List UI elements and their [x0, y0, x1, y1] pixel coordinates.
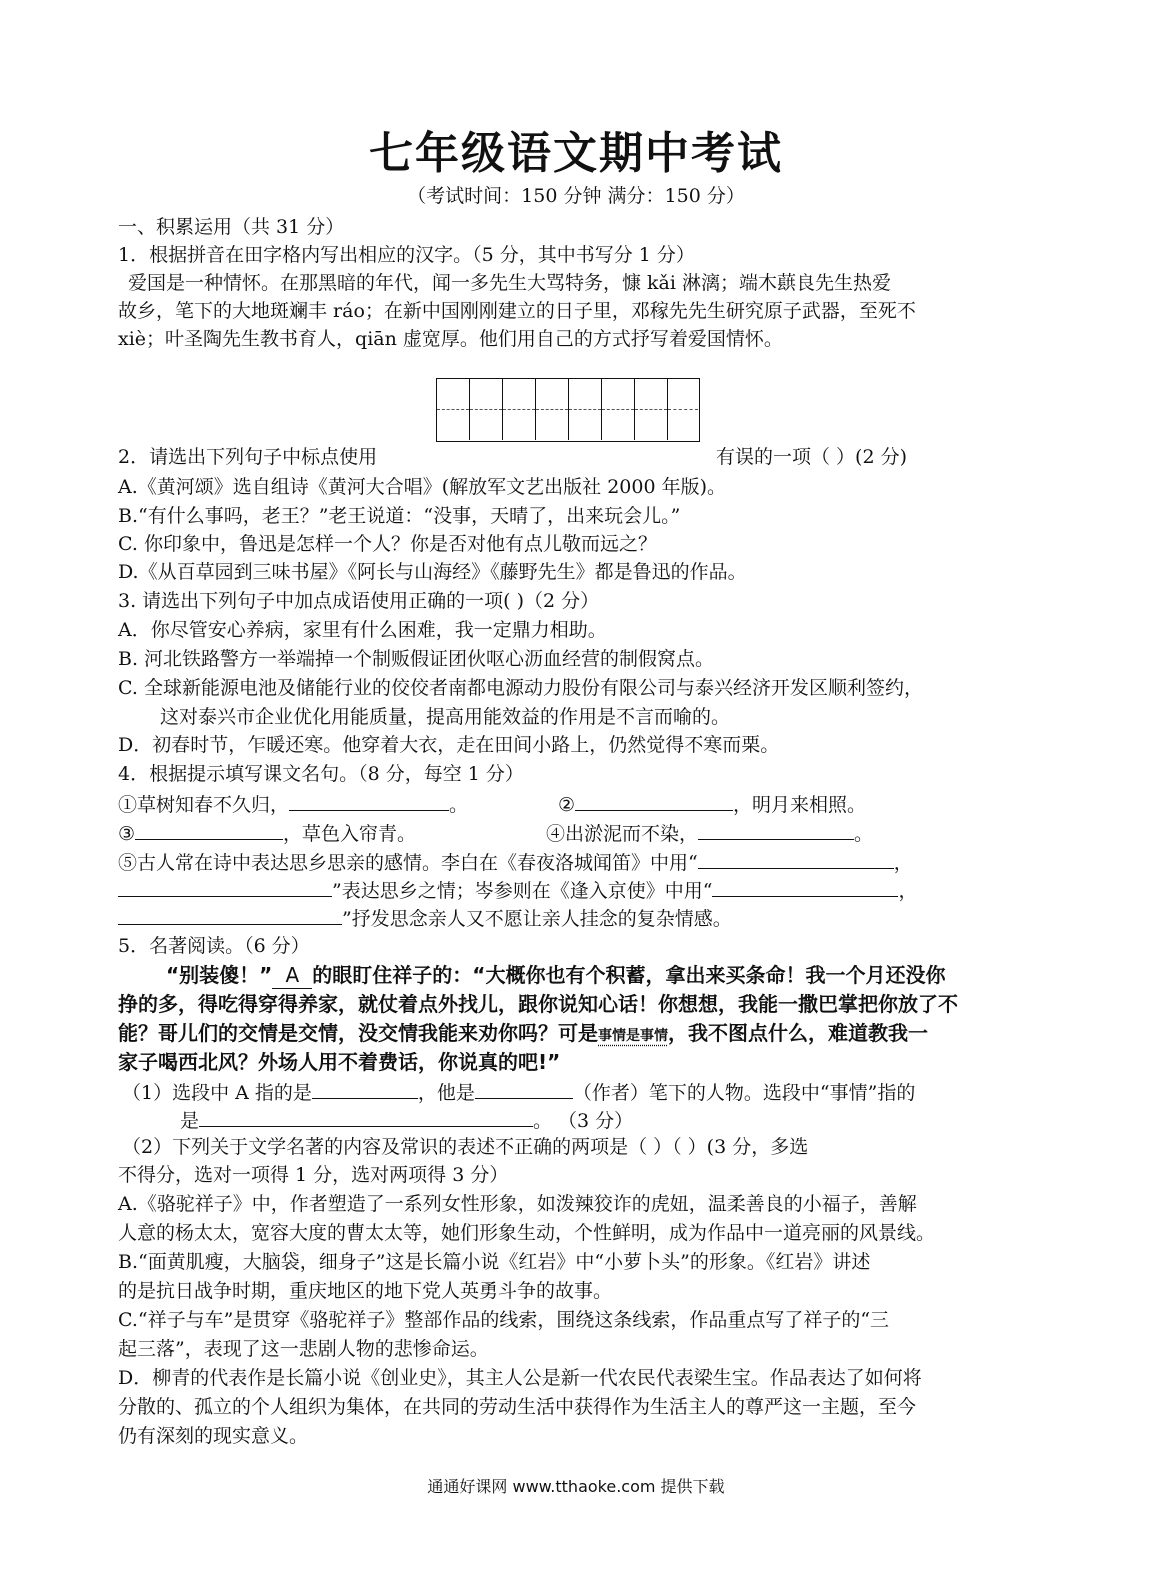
- grid-cell[interactable]: [602, 379, 635, 440]
- q5-stem: 5．名著阅读。（6 分）: [118, 935, 310, 957]
- q2-option-c: C. 你印象中，鲁迅是怎样一个人？你是否对他有点儿敬而远之？: [118, 533, 657, 555]
- q5-option-c: C.“祥子与车”是贯穿《骆驼祥子》整部作品的线索，围绕这条线索，作品重点写了祥子的“三: [118, 1309, 890, 1331]
- q3-option-c: C. 全球新能源电池及储能行业的佼佼者南都电源动力股份有限公司与泰兴经济开发区顺利签约，: [118, 677, 923, 699]
- answer-blank[interactable]: [118, 904, 342, 925]
- answer-blank[interactable]: [135, 819, 283, 840]
- q4-item-5-cont: ”表达思乡之情；岑参则在《逢入京使》中用“ ，: [118, 876, 917, 904]
- q5-option-d-end: 仍有深刻的现实意义。: [118, 1425, 309, 1447]
- q5-excerpt-line: 家子喝西北风？外场人用不着费话，你说真的吧!”: [118, 1050, 561, 1074]
- q5-sub2-cont: 不得分，选对一项得 1 分，选对两项得 3 分）: [118, 1164, 509, 1186]
- grid-cell[interactable]: [437, 379, 470, 440]
- q4-item-2: ② ，明月来相照。: [558, 790, 866, 818]
- answer-blank[interactable]: [475, 1078, 573, 1099]
- answer-blank[interactable]: [118, 876, 332, 897]
- grid-cell[interactable]: [668, 379, 698, 440]
- q5-excerpt-line: 能？哥儿们的交情是交情，没交情我能来劝你吗？可是事情是事情，我不图点什么，难道教我一: [118, 1021, 928, 1045]
- q5-sub1: （1）选段中 A 指的是 ，他是 （作者）笔下的人物。选段中“事情”指的: [122, 1078, 915, 1106]
- section-heading: 一、积累运用（共 31 分）: [118, 216, 345, 238]
- q1-paragraph-line: xiè；叶圣陶先生教书育人，qiān 虚宽厚。他们用自己的方式抒写着爱国情怀。: [118, 328, 783, 350]
- q3-option-d: D．初春时节，乍暖还寒。他穿着大衣，走在田间小路上，仍然觉得不寒而栗。: [118, 734, 780, 756]
- answer-blank[interactable]: [698, 819, 854, 840]
- q5-excerpt-line: 挣的多，得吃得穿得养家，就仗着点外找儿，跟你说知心话！你想想，我能一撒巴掌把你放了不: [118, 992, 958, 1016]
- grid-cell[interactable]: [569, 379, 602, 440]
- q5-option-b-cont: 的是抗日战争时期，重庆地区的地下党人英勇斗争的故事。: [118, 1280, 613, 1302]
- marker-a: A: [272, 962, 312, 989]
- q4-item-4: ④出淤泥而不染， 。: [546, 819, 873, 847]
- answer-blank[interactable]: [199, 1106, 533, 1127]
- grid-cell[interactable]: [470, 379, 503, 440]
- q4-item-5: ⑤古人常在诗中表达思乡思亲的感情。李白在《春夜洛城闻笛》中用“ ，: [118, 848, 913, 876]
- q5-option-d: D．柳青的代表作是长篇小说《创业史》，其主人公是新一代农民代表梁生宝。作品表达了如何将: [118, 1367, 922, 1389]
- q4-item-1: ①草树知春不久归， 。: [118, 790, 468, 818]
- q5-excerpt-line: “别装傻！” A 的眼盯住祥子的：“大概你也有个积蓄，拿出来买条命！我一个月还没你: [166, 963, 946, 987]
- dotted-phrase: 事情是事情: [598, 1028, 668, 1044]
- exam-title: 七年级语文期中考试: [369, 128, 783, 179]
- q5-option-b: B.“面黄肌瘦，大脑袋，细身子”这是长篇小说《红岩》中“小萝卜头”的形象。《红岩》讲述: [118, 1251, 871, 1273]
- grid-cell[interactable]: [635, 379, 668, 440]
- q5-option-a: A.《骆驼祥子》中，作者塑造了一系列女性形象，如泼辣狡诈的虎妞，温柔善良的小福子，善解: [118, 1193, 917, 1215]
- q4-item-3: ③ ，草色入帘青。: [118, 819, 416, 847]
- q2-stem-right: 有误的一项（ ）(2 分): [716, 446, 907, 468]
- q2-option-d: D.《从百草园到三味书屋》《阿长与山海经》《藤野先生》都是鲁迅的作品。: [118, 561, 747, 583]
- grid-cell[interactable]: [503, 379, 536, 440]
- q2-option-a: A.《黄河颂》选自组诗《黄河大合唱》(解放军文艺出版社 2000 年版)。: [118, 476, 727, 498]
- tianzige-grid[interactable]: [436, 378, 700, 442]
- q3-stem: 3. 请选出下列句子中加点成语使用正确的一项( )（2 分）: [118, 590, 600, 612]
- q2-option-b: B.“有什么事吗，老王？”老王说道：“没事，天晴了，出来玩会儿。”: [118, 505, 681, 527]
- q1-stem: 1．根据拼音在田字格内写出相应的汉字。（5 分，其中书写分 1 分）: [118, 244, 695, 266]
- q5-option-c-cont: 起三落”，表现了这一悲剧人物的悲惨命运。: [118, 1338, 489, 1360]
- q3-option-a: A．你尽管安心养病，家里有什么困难，我一定鼎力相助。: [118, 619, 607, 641]
- answer-blank[interactable]: [289, 790, 449, 811]
- answer-blank[interactable]: [312, 1078, 418, 1099]
- q5-sub2: （2）下列关于文学名著的内容及常识的表述不正确的两项是（ ）（ ）(3 分，多选: [122, 1136, 809, 1158]
- exam-subtitle: （考试时间：150 分钟 满分：150 分）: [407, 185, 745, 207]
- q2-stem-left: 2．请选出下列句子中标点使用: [118, 446, 378, 468]
- page-footer: 通通好课网 www.tthaoke.com 提供下载: [427, 1477, 725, 1496]
- q4-item-5-end: ”抒发思念亲人又不愿让亲人挂念的复杂情感。: [118, 904, 732, 932]
- q3-option-c-cont: 这对泰兴市企业优化用能质量，提高用能效益的作用是不言而喻的。: [160, 706, 731, 728]
- q3-option-b: B. 河北铁路警方一举端掉一个制贩假证团伙呕心沥血经营的制假窝点。: [118, 648, 715, 670]
- q4-stem: 4．根据提示填写课文名句。（8 分，每空 1 分）: [118, 763, 524, 785]
- q1-paragraph-line: 爱国是一种情怀。在那黑暗的年代，闻一多先生大骂特务，慷 kǎi 淋漓；端木蕻良先生热爱: [128, 272, 891, 294]
- q1-paragraph-line: 故乡，笔下的大地斑斓丰 ráo；在新中国刚刚建立的日子里，邓稼先先生研究原子武器，至死不: [118, 300, 916, 322]
- answer-blank[interactable]: [698, 848, 894, 869]
- q5-option-a-cont: 人意的杨太太，宽容大度的曹太太等，她们形象生动，个性鲜明，成为作品中一道亮丽的风景线。: [118, 1222, 936, 1244]
- q5-option-d-cont: 分散的、孤立的个人组织为集体，在共同的劳动生活中获得作为生活主人的尊严这一主题，至今: [118, 1396, 917, 1418]
- grid-cell[interactable]: [536, 379, 569, 440]
- answer-blank[interactable]: [712, 876, 898, 897]
- answer-blank[interactable]: [575, 790, 733, 811]
- q5-sub1-cont: 是 。 （3 分）: [180, 1106, 633, 1134]
